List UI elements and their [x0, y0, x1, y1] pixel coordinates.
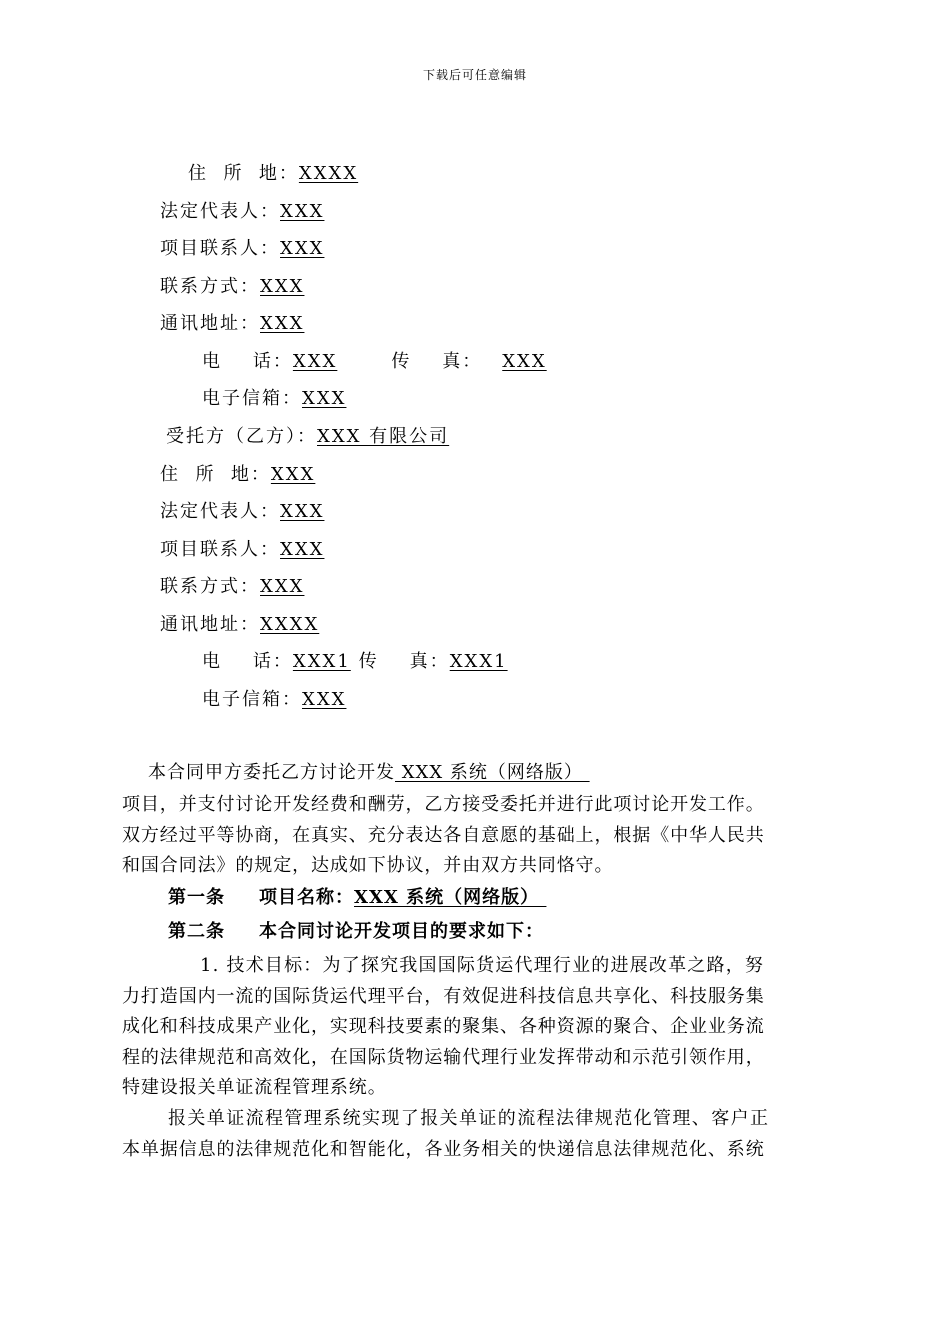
tech-goal-line-4: 程的法律规范和高效化，在国际货物运输代理行业发挥带动和示范引领作用，	[122, 1047, 765, 1068]
party-b-email	[202, 689, 346, 711]
party-b-legal-rep-value: XXX	[280, 501, 325, 522]
tech-goal-line-1: 1. 技术目标：为了探究我国国际货运代理行业的进展改革之路，努	[200, 955, 765, 976]
party-a-phone-label: 电 话：	[202, 351, 293, 372]
party-a-mail-address-value: XXX	[260, 313, 305, 334]
party-a-contact-method-value: XXX	[260, 276, 305, 297]
party-a-contact-method-label: 联系方式：	[160, 276, 260, 297]
party-a-email-value: XXX	[302, 388, 347, 409]
party-b-fax-value: XXX1	[449, 651, 508, 672]
article-2-number: 第二条	[168, 921, 225, 942]
party-a-contact	[160, 238, 324, 260]
party-a-fax-value: XXX	[502, 351, 547, 372]
party-b-contact-method-label: 联系方式：	[160, 576, 260, 597]
party-b-contact-method	[160, 576, 304, 598]
party-b-contact-method-value: XXX	[260, 576, 305, 597]
party-a-contact-value: XXX	[280, 238, 325, 259]
party-a-legal-rep	[160, 201, 324, 223]
intro-line-2: 项目，并支付讨论开发经费和酬劳，乙方接受委托并进行此项讨论开发工作。	[122, 794, 765, 815]
party-b-legal-rep-label: 法定代表人：	[160, 501, 280, 522]
intro-line-1	[148, 762, 590, 784]
party-b-title-value: XXX 有限公司	[317, 426, 450, 447]
party-b-title-label: 受托方（乙方）：	[166, 426, 317, 447]
party-b-address-value: XXX	[270, 464, 316, 485]
party-b-contact	[160, 539, 324, 561]
party-a-contact-label: 项目联系人：	[160, 238, 280, 259]
party-a-legal-rep-label: 法定代表人：	[160, 201, 280, 222]
party-b-title	[166, 426, 449, 448]
tech-goal-line-3: 成化和科技成果产业化，实现科技要素的聚集、各种资源的聚合、企业业务流	[122, 1016, 765, 1037]
tech-goal-line-5: 特建设报关单证流程管理系统。	[122, 1077, 387, 1098]
party-b-phone-label: 电 话：	[202, 651, 293, 672]
intro-system-name: XXX 系统（网络版）	[395, 762, 590, 783]
party-a-address	[188, 163, 358, 185]
party-a-phone-fax	[202, 351, 547, 373]
party-b-fax-label: 传 真：	[358, 651, 450, 672]
tech-goal-line-2: 力打造国内一流的国际货运代理平台，有效促进科技信息共享化、科技服务集	[122, 986, 765, 1007]
party-a-fax-label: 传 真：	[391, 351, 483, 372]
intro-line-3: 双方经过平等协商，在真实、充分表达各自意愿的基础上，根据《中华人民共	[122, 825, 765, 846]
party-a-contact-method	[160, 276, 304, 298]
party-a-address-value: XXXX	[298, 163, 359, 184]
party-b-mail-address	[160, 614, 319, 636]
party-b-email-label: 电子信箱：	[202, 689, 302, 710]
party-b-legal-rep	[160, 501, 324, 523]
article-1	[168, 887, 546, 909]
party-a-legal-rep-value: XXX	[280, 201, 325, 222]
party-b-mail-address-value: XXXX	[260, 614, 320, 635]
article-2	[168, 921, 544, 943]
party-b-contact-value: XXX	[280, 539, 325, 560]
header-note: 下载后可任意编辑	[422, 68, 527, 82]
party-a-mail-address-label: 通讯地址：	[160, 313, 260, 334]
party-a-email	[202, 388, 346, 410]
party-b-phone-value: XXX1	[292, 651, 351, 672]
article-1-value: XXX 系统（网络版）	[354, 887, 547, 908]
party-b-email-value: XXX	[302, 689, 347, 710]
intro-line-4: 和国合同法》的规定，达成如下协议，并由双方共同恪守。	[122, 855, 614, 876]
party-b-mail-address-label: 通讯地址：	[160, 614, 260, 635]
intro-lead: 本合同甲方委托乙方讨论开发	[148, 762, 395, 783]
article-2-title: 本合同讨论开发项目的要求如下：	[259, 921, 544, 942]
party-a-mail-address	[160, 313, 304, 335]
article-1-number: 第一条	[168, 887, 225, 908]
party-b-address-label: 住 所 地：	[160, 464, 271, 485]
party-a-phone-value: XXX	[292, 351, 338, 372]
party-a-email-label: 电子信箱：	[202, 388, 302, 409]
party-b-phone-fax	[202, 651, 508, 673]
system-desc-line-2: 本单据信息的法律规范化和智能化，各业务相关的快递信息法律规范化、系统	[122, 1139, 765, 1160]
party-b-contact-label: 项目联系人：	[160, 539, 280, 560]
article-1-label: 项目名称：	[259, 887, 354, 908]
system-desc-line-1: 报关单证流程管理系统实现了报关单证的流程法律规范化管理、客户正	[168, 1108, 770, 1129]
party-a-address-label: 住 所 地：	[188, 163, 299, 184]
party-b-address	[160, 464, 315, 486]
